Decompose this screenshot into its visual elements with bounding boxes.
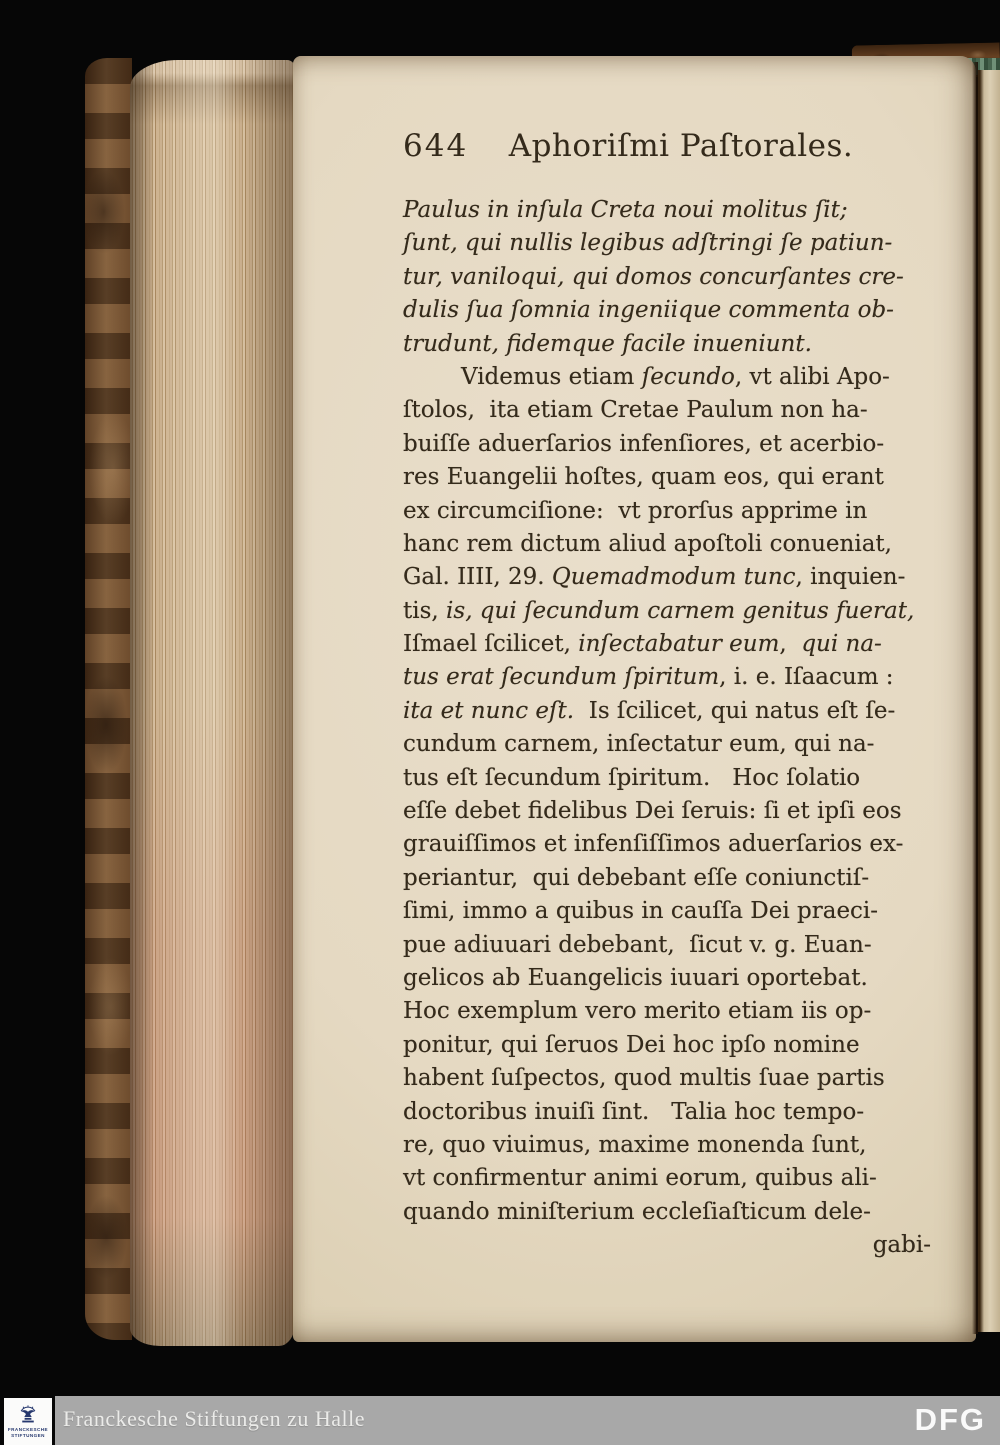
text-line: Iſmael ſcilicet, inſectabatur eum, qui na- bbox=[403, 631, 882, 658]
dfg-logo: DFG bbox=[914, 1402, 986, 1437]
text-line: ſunt, qui nullis legibus adſtringi ſe patiun- bbox=[403, 230, 893, 257]
text-line: res Euangelii hoſtes, quam eos, qui erant bbox=[403, 464, 884, 491]
book-spine bbox=[85, 58, 132, 1340]
text-line: trudunt, fidemque facile inueniunt. bbox=[403, 330, 812, 357]
logo-caption-line1: FRANCKESCHE bbox=[7, 1427, 49, 1433]
text-line: doctoribus inuiſi ſint. Talia hoc tempo- bbox=[403, 1098, 865, 1125]
book-page bbox=[293, 56, 976, 1342]
eagle-sun-emblem-icon bbox=[17, 1404, 39, 1426]
text-line: dulis ſua ſomnia ingeniique commenta ob- bbox=[403, 297, 894, 324]
text-line: gelicos ab Euangelicis iuuari oportebat. bbox=[403, 964, 868, 991]
text-line: cundum carnem, inſectatur eum, qui na- bbox=[403, 731, 875, 758]
text-block bbox=[403, 126, 959, 1263]
text-line: grauiſſimos et infenſiſſimos aduerſarios ex- bbox=[403, 831, 904, 858]
text-line: tus erat ſecundum ſpiritum, i. e. Iſaacum : bbox=[403, 664, 894, 691]
text-line: ſtolos, ita etiam Cretae Paulum non ha- bbox=[403, 397, 868, 424]
text-line: pue adiuuari debebant, ſicut v. g. Euan- bbox=[403, 931, 872, 958]
text-line: re, quo viuimus, maxime monenda ſunt, bbox=[403, 1131, 867, 1158]
text-line: Gal. IIII, 29. Quemadmodum tunc, inquien- bbox=[403, 564, 906, 591]
text-line: tur, vaniloqui, qui domos concurſantes cre- bbox=[403, 263, 904, 290]
text-line: quando miniſterium eccleſiaſticum dele- bbox=[403, 1198, 871, 1225]
page-body-text bbox=[403, 194, 959, 1263]
text-line: tis, is, qui ſecundum carnem genitus fuerat, bbox=[403, 597, 915, 624]
book-fore-edge-pages bbox=[130, 60, 295, 1346]
text-line: Videmus etiam ſecundo, vt alibi Apo- bbox=[461, 363, 890, 390]
text-line: eſſe debet fidelibus Dei ſeruis: ſi et ipſi eos bbox=[403, 798, 902, 825]
text-line: vt confirmentur animi eorum, quibus ali- bbox=[403, 1165, 877, 1192]
text-line: ponitur, qui ſeruos Dei hoc ipſo nomine bbox=[403, 1031, 860, 1058]
text-line: habent ſuſpectos, quod multis ſuae partis bbox=[403, 1065, 885, 1092]
facing-page-sliver bbox=[978, 70, 1000, 1332]
running-title: Aphoriſmi Paſtorales. bbox=[508, 128, 854, 164]
page-header bbox=[403, 126, 959, 168]
page-number: 644 bbox=[403, 128, 469, 164]
institution-name: Franckesche Stiftungen zu Halle bbox=[63, 1406, 366, 1431]
text-line: ſimi, immo a quibus in cauſſa Dei praeci- bbox=[403, 898, 879, 925]
logo-caption-line2: STIFTUNGEN bbox=[11, 1433, 45, 1438]
text-line: ita et nunc eſt. Is ſcilicet, qui natus eſt ſe- bbox=[403, 697, 896, 724]
text-line: Paulus in inſula Creta noui molitus ſit; bbox=[403, 197, 848, 223]
institution-logo bbox=[4, 1398, 52, 1445]
text-line: buiſſe aduerſarios infenſiores, et acerbio- bbox=[403, 430, 885, 457]
catchword: gabi- bbox=[872, 1232, 931, 1259]
text-line: periantur, qui debebant eſſe coniunctiſ- bbox=[403, 864, 870, 891]
institution-logo-caption bbox=[8, 1427, 48, 1439]
text-line: ex circumciſione: vt prorſus apprime in bbox=[403, 497, 868, 524]
text-line: hanc rem dictum aliud apoſtoli conueniat, bbox=[403, 530, 892, 557]
text-line: tus eſt ſecundum ſpiritum. Hoc ſolatio bbox=[403, 764, 861, 791]
text-line: Hoc exemplum vero merito etiam iis op- bbox=[403, 998, 872, 1025]
